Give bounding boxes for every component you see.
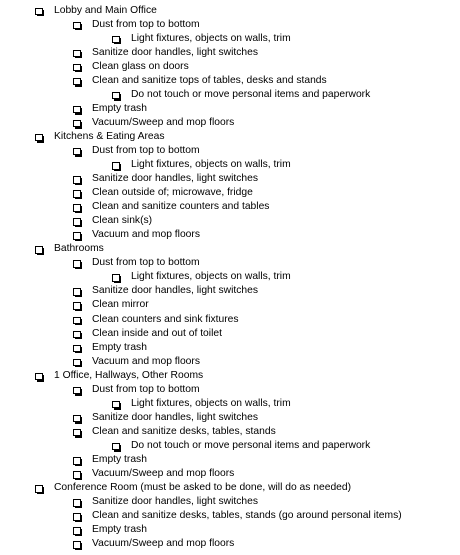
- checklist-item-label: Dust from top to bottom: [92, 383, 200, 395]
- checklist-item-label: Clean mirror: [92, 299, 149, 311]
- checklist-item-label: Sanitize door handles, light switches: [92, 173, 258, 185]
- checklist-item: [0, 18, 460, 32]
- checkbox-icon[interactable]: [73, 288, 81, 296]
- checklist-subitem: [0, 88, 460, 102]
- checkbox-icon[interactable]: [112, 92, 120, 100]
- checklist-item: [0, 453, 460, 467]
- checklist-item: [0, 355, 460, 369]
- checklist-item: [0, 284, 460, 298]
- checkbox-icon[interactable]: [73, 148, 81, 156]
- checklist-item: [0, 425, 460, 439]
- checkbox-icon[interactable]: [73, 176, 81, 184]
- checklist-item-label: Dust from top to bottom: [92, 257, 200, 269]
- checkbox-icon[interactable]: [112, 36, 120, 44]
- checklist-section-label: Conference Room (must be asked to be done, will do as needed): [54, 482, 352, 494]
- checkbox-icon[interactable]: [73, 64, 81, 72]
- checklist-item: [0, 60, 460, 74]
- checklist-item: [0, 313, 460, 327]
- checklist-section-label: 1 Office, Hallways, Other Rooms: [54, 369, 204, 381]
- checklist-item-label: Clean and sanitize counters and tables: [92, 201, 270, 213]
- checklist-item-label: Empty trash: [92, 102, 147, 114]
- checkbox-icon[interactable]: [73, 260, 81, 268]
- checkbox-icon[interactable]: [73, 218, 81, 226]
- checkbox-icon[interactable]: [73, 204, 81, 212]
- checklist-item: [0, 186, 460, 200]
- checkbox-icon[interactable]: [35, 373, 43, 381]
- checkbox-icon[interactable]: [73, 331, 81, 339]
- checkbox-icon[interactable]: [73, 232, 81, 240]
- checklist-item-label: Vacuum and mop floors: [92, 229, 200, 241]
- checklist-item: [0, 298, 460, 312]
- checklist-item: [0, 46, 460, 60]
- checkbox-icon[interactable]: [35, 8, 43, 16]
- checklist-section: [0, 369, 460, 383]
- checklist-item: [0, 228, 460, 242]
- checklist-item: [0, 116, 460, 130]
- checkbox-icon[interactable]: [73, 429, 81, 437]
- checklist-subitem-label: Do not touch or move personal items and paperwork: [131, 439, 371, 451]
- checkbox-icon[interactable]: [73, 415, 81, 423]
- checklist-section: [0, 242, 460, 256]
- checklist-subitem-label: Do not touch or move personal items and paperwork: [131, 88, 371, 100]
- checkbox-icon[interactable]: [73, 190, 81, 198]
- checkbox-icon[interactable]: [73, 106, 81, 114]
- checklist-item: [0, 172, 460, 186]
- checklist-item-label: Clean inside and out of toilet: [92, 327, 222, 339]
- checklist-item: [0, 411, 460, 425]
- checklist-subitem: [0, 270, 460, 284]
- checkbox-icon[interactable]: [73, 78, 81, 86]
- checklist-item: [0, 509, 460, 523]
- checklist-item: [0, 144, 460, 158]
- checklist-item-label: Clean counters and sink fixtures: [92, 313, 239, 325]
- checklist-section: [0, 481, 460, 495]
- checkbox-icon[interactable]: [73, 499, 81, 507]
- checkbox-icon[interactable]: [73, 317, 81, 325]
- checklist-section-label: Kitchens & Eating Areas: [54, 130, 165, 142]
- checkbox-icon[interactable]: [73, 527, 81, 535]
- checklist-item: [0, 200, 460, 214]
- checklist-subitem: [0, 439, 460, 453]
- checklist-item-label: Clean glass on doors: [92, 60, 189, 72]
- checklist-subitem-label: Light fixtures, objects on walls, trim: [131, 159, 291, 171]
- checklist-item-label: Clean outside of; microwave, fridge: [92, 187, 253, 199]
- checkbox-icon[interactable]: [73, 50, 81, 58]
- checklist-section: [0, 4, 460, 18]
- checkbox-icon[interactable]: [73, 120, 81, 128]
- checklist-document: [0, 4, 460, 552]
- checklist-item-label: Sanitize door handles, light switches: [92, 496, 258, 508]
- checklist-item-label: Clean sink(s): [92, 215, 153, 227]
- checklist-item-label: Clean and sanitize desks, tables, stands: [92, 425, 276, 437]
- checklist-item: [0, 495, 460, 509]
- checklist-item: [0, 537, 460, 551]
- checklist-item: [0, 341, 460, 355]
- checkbox-icon[interactable]: [73, 457, 81, 465]
- checkbox-icon[interactable]: [73, 541, 81, 549]
- checklist-item: [0, 74, 460, 88]
- checkbox-icon[interactable]: [73, 359, 81, 367]
- checkbox-icon[interactable]: [112, 162, 120, 170]
- checkbox-icon[interactable]: [73, 471, 81, 479]
- checkbox-icon[interactable]: [35, 485, 43, 493]
- checkbox-icon[interactable]: [35, 134, 43, 142]
- checklist-item: [0, 214, 460, 228]
- checklist-item: [0, 327, 460, 341]
- checklist-item: [0, 102, 460, 116]
- checklist-item-label: Clean and sanitize tops of tables, desks and stands: [92, 74, 327, 86]
- checklist-item: [0, 523, 460, 537]
- checklist-item-label: Sanitize door handles, light switches: [92, 46, 258, 58]
- checklist-subitem-label: Light fixtures, objects on walls, trim: [131, 397, 291, 409]
- checklist-item-label: Sanitize door handles, light switches: [92, 285, 258, 297]
- checklist-subitem-label: Light fixtures, objects on walls, trim: [131, 32, 291, 44]
- checklist-section: [0, 130, 460, 144]
- checklist-section-label: Bathrooms: [54, 243, 104, 255]
- checklist-item-label: Vacuum and mop floors: [92, 355, 200, 367]
- checkbox-icon[interactable]: [35, 246, 43, 254]
- checkbox-icon[interactable]: [112, 401, 120, 409]
- checklist-item-label: Vacuum/Sweep and mop floors: [92, 468, 235, 480]
- checkbox-icon[interactable]: [73, 345, 81, 353]
- checkbox-icon[interactable]: [73, 387, 81, 395]
- checklist-item-label: Dust from top to bottom: [92, 18, 200, 30]
- checklist-section-label: Lobby and Main Office: [54, 4, 157, 16]
- checkbox-icon[interactable]: [73, 513, 81, 521]
- checklist-item: [0, 383, 460, 397]
- checkbox-icon[interactable]: [73, 22, 81, 30]
- checklist-item-label: Vacuum/Sweep and mop floors: [92, 116, 235, 128]
- checklist-item-label: Empty trash: [92, 524, 147, 536]
- checkbox-icon[interactable]: [112, 274, 120, 282]
- checklist-item-label: Clean and sanitize desks, tables, stands (go around personal items): [92, 510, 402, 522]
- checklist-item-label: Sanitize door handles, light switches: [92, 411, 258, 423]
- checklist-subitem: [0, 397, 460, 411]
- checklist-subitem: [0, 32, 460, 46]
- checklist-item-label: Empty trash: [92, 341, 147, 353]
- checklist-item-label: Dust from top to bottom: [92, 144, 200, 156]
- checklist-item-label: Vacuum/Sweep and mop floors: [92, 538, 235, 550]
- checkbox-icon[interactable]: [73, 302, 81, 310]
- checklist-subitem-label: Light fixtures, objects on walls, trim: [131, 271, 291, 283]
- checklist-subitem: [0, 158, 460, 172]
- checklist-item: [0, 467, 460, 481]
- checkbox-icon[interactable]: [112, 443, 120, 451]
- checklist-item: [0, 256, 460, 270]
- checklist-item-label: Empty trash: [92, 454, 147, 465]
